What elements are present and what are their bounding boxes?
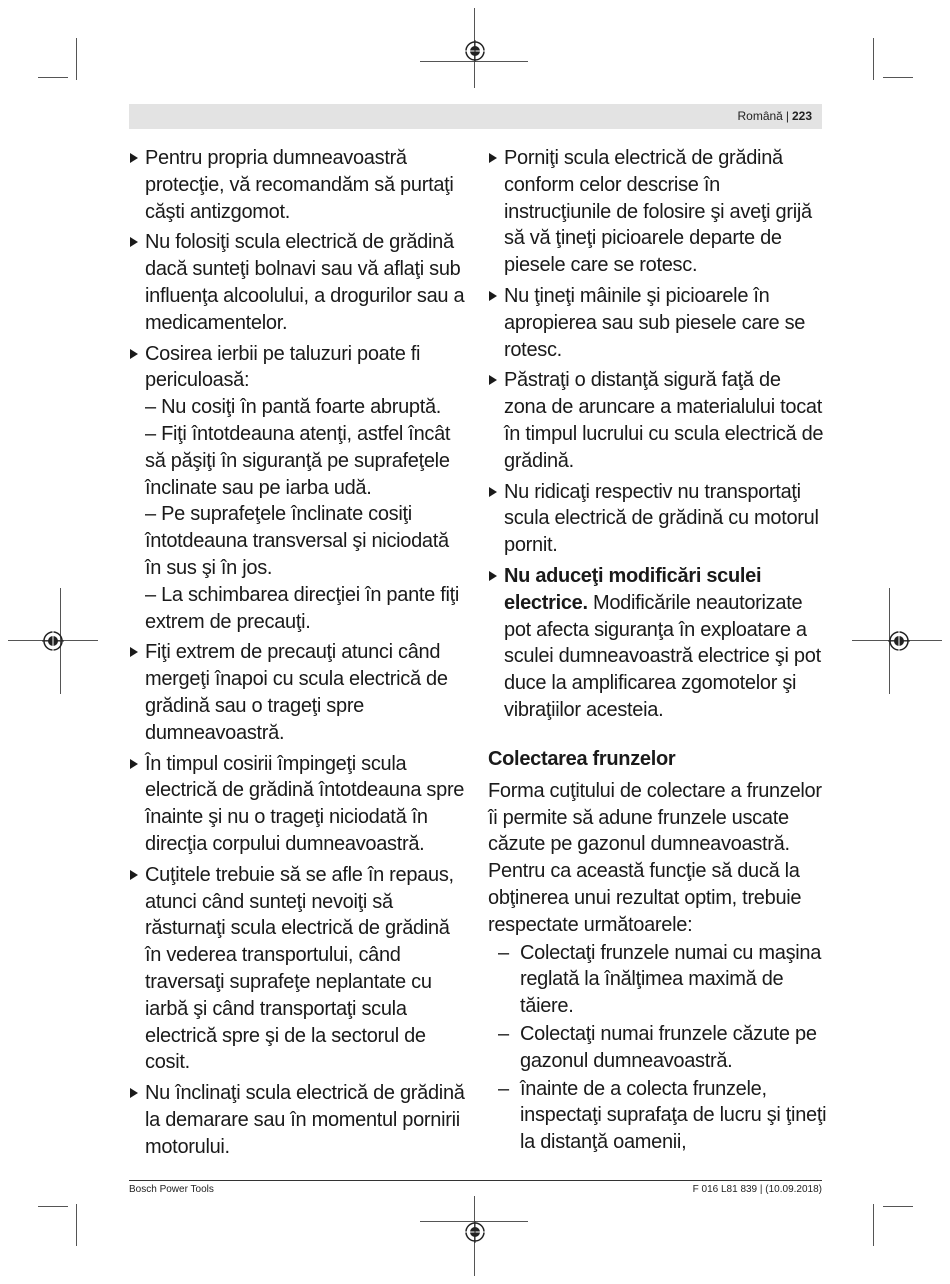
dash-item-text: Colectaţi frunzele numai cu maşina reglată la înălţimea maximă de tăiere.	[520, 941, 822, 1018]
language-label: Română	[737, 109, 783, 123]
list-item-text: În timpul cosirii împingeţi scula electrică de grădină întotdeauna spre înainte şi nu o trageţi niciodată în direcţia corpului dumneavoastră.	[145, 752, 465, 855]
bullet-triangle-icon	[489, 375, 497, 385]
list-item-text: Cuţitele trebuie să se afle în repaus, atunci când sunteţi nevoiţi să răsturnaţi scula electrică de grădină în vederea transportului, când traversaţi suprafeţe neplantate cu iarbă şi când transportaţi scula electrică spre şi de la sectorul de cosit.	[145, 863, 454, 1074]
list-item	[488, 283, 828, 363]
list-item	[488, 145, 828, 279]
dash-item	[488, 940, 828, 1020]
registration-mark-icon	[464, 40, 486, 62]
list-item	[129, 1080, 469, 1160]
bullet-triangle-icon	[130, 759, 138, 769]
bullet-triangle-icon	[130, 349, 138, 359]
crop-mark	[38, 77, 68, 78]
bullet-triangle-icon	[130, 237, 138, 247]
sub-item-text: – Nu cosiţi în pantă foarte abruptă.	[145, 396, 442, 419]
left-column	[129, 145, 469, 1164]
bold-warning: Nu aduceţi modificări sculei electrice.	[504, 564, 762, 614]
bullet-triangle-icon	[489, 571, 497, 581]
footer-document-code: F 016 L81 839 | (10.09.2018)	[692, 1184, 822, 1195]
dash-item	[488, 1076, 828, 1156]
list-item	[129, 862, 469, 1076]
list-item-text: Nu folosiţi scula electrică de grădină dacă sunteţi bolnavi sau vă aflaţi sub influenţa alcoolului, a drogurilor sau a medicamentelor.	[145, 231, 465, 334]
page-number: 223	[791, 109, 812, 123]
right-column	[488, 145, 828, 1156]
registration-mark-icon	[464, 1221, 486, 1243]
bullet-triangle-icon	[130, 647, 138, 657]
list-item-text: Cosirea ierbii pe taluzuri poate fi periculoasă:	[145, 342, 421, 392]
list-item	[488, 563, 828, 724]
sub-item-text: – Fiţi întotdeauna atenţi, astfel încât să păşiţi în siguranţă pe suprafeţele înclinate sau pe iarba udă.	[145, 422, 451, 499]
registration-mark-icon	[888, 630, 910, 652]
crop-mark	[76, 38, 77, 80]
list-item	[129, 145, 469, 225]
footer-divider	[129, 1180, 822, 1181]
dash-item	[488, 1021, 828, 1075]
sub-item-text: – Pe suprafeţele înclinate cosiţi întotdeauna transversal şi niciodată în sus şi în jos.	[145, 503, 449, 579]
crop-mark	[883, 77, 913, 78]
list-item	[129, 751, 469, 858]
dash-marker: –	[498, 941, 509, 964]
bullet-triangle-icon	[130, 153, 138, 163]
sub-item-text: – La schimbarea direcţiei în pante fiţi extrem de precauţi.	[145, 583, 460, 633]
header-separator: |	[785, 109, 789, 123]
footer-brand: Bosch Power Tools	[129, 1184, 214, 1195]
bullet-triangle-icon	[130, 1088, 138, 1098]
page-header	[129, 104, 822, 129]
crop-mark	[883, 1206, 913, 1207]
list-item	[488, 367, 828, 474]
crop-mark	[76, 1204, 77, 1246]
bullet-triangle-icon	[489, 153, 497, 163]
bullet-triangle-icon	[489, 291, 497, 301]
registration-mark-icon	[42, 630, 64, 652]
list-item-text	[504, 563, 828, 724]
list-item-text: Nu înclinaţi scula electrică de grădină la demarare sau în momentul pornirii motorului.	[145, 1082, 465, 1158]
list-item	[129, 341, 469, 636]
dash-item-text: înainte de a colecta frunzele, inspectaţi suprafaţa de lucru şi ţineţi la distanţă oamenii,	[520, 1077, 827, 1154]
crop-mark	[873, 38, 874, 80]
bullet-triangle-icon	[130, 870, 138, 880]
dash-marker: –	[498, 1077, 509, 1100]
bullet-triangle-icon	[489, 487, 497, 497]
dash-item-text: Colectaţi numai frunzele căzute pe gazonul dumneavoastră.	[520, 1022, 817, 1072]
list-item-text: Fiţi extrem de precauţi atunci când mergeţi înapoi cu scula electrică de grădină sau o trageţi spre dumneavoastră.	[145, 641, 448, 744]
list-item	[129, 229, 469, 336]
crop-mark	[38, 1206, 68, 1207]
section-title: Colectarea frunzelor	[488, 747, 676, 770]
list-item-text: Pentru propria dumneavoastră protecţie, vă recomandăm să purtaţi căşti antizgomot.	[145, 147, 454, 223]
list-item-text: Păstraţi o distanţă sigură faţă de zona de aruncare a materialului tocat în timpul lucrului cu scula electrică de grădină.	[504, 369, 824, 472]
list-item-text: Nu ridicaţi respectiv nu transportaţi scula electrică de grădină cu motorul pornit.	[504, 480, 819, 557]
dash-marker: –	[498, 1022, 509, 1045]
list-item	[129, 639, 469, 746]
crop-mark	[873, 1204, 874, 1246]
list-item-text: Porniţi scula electrică de grădină conform celor descrise în instrucţiunile de folosire şi aveţi grijă să vă ţineţi picioarele departe de piesele care se rotesc.	[504, 147, 812, 277]
list-item	[488, 479, 828, 559]
header-text	[737, 109, 812, 123]
section-paragraph: Forma cuţitului de colectare a frunzelor îi permite să adune frunzele uscate căzute pe gazonul dumneavoastră. Pentru ca această funcţie să ducă la obţinerea unui rezultat optim, trebuie respectate următoarele:	[488, 779, 822, 936]
list-item-text: Nu ţineţi mâinile şi picioarele în apropierea sau sub piesele care se rotesc.	[504, 284, 806, 361]
warning-detail: Modificările neautorizate pot afecta siguranţa în exploatare a sculei dumneavoastră electrice şi pot duce la amplificarea zgomotelor şi vibraţiilor acesteia.	[504, 591, 821, 721]
